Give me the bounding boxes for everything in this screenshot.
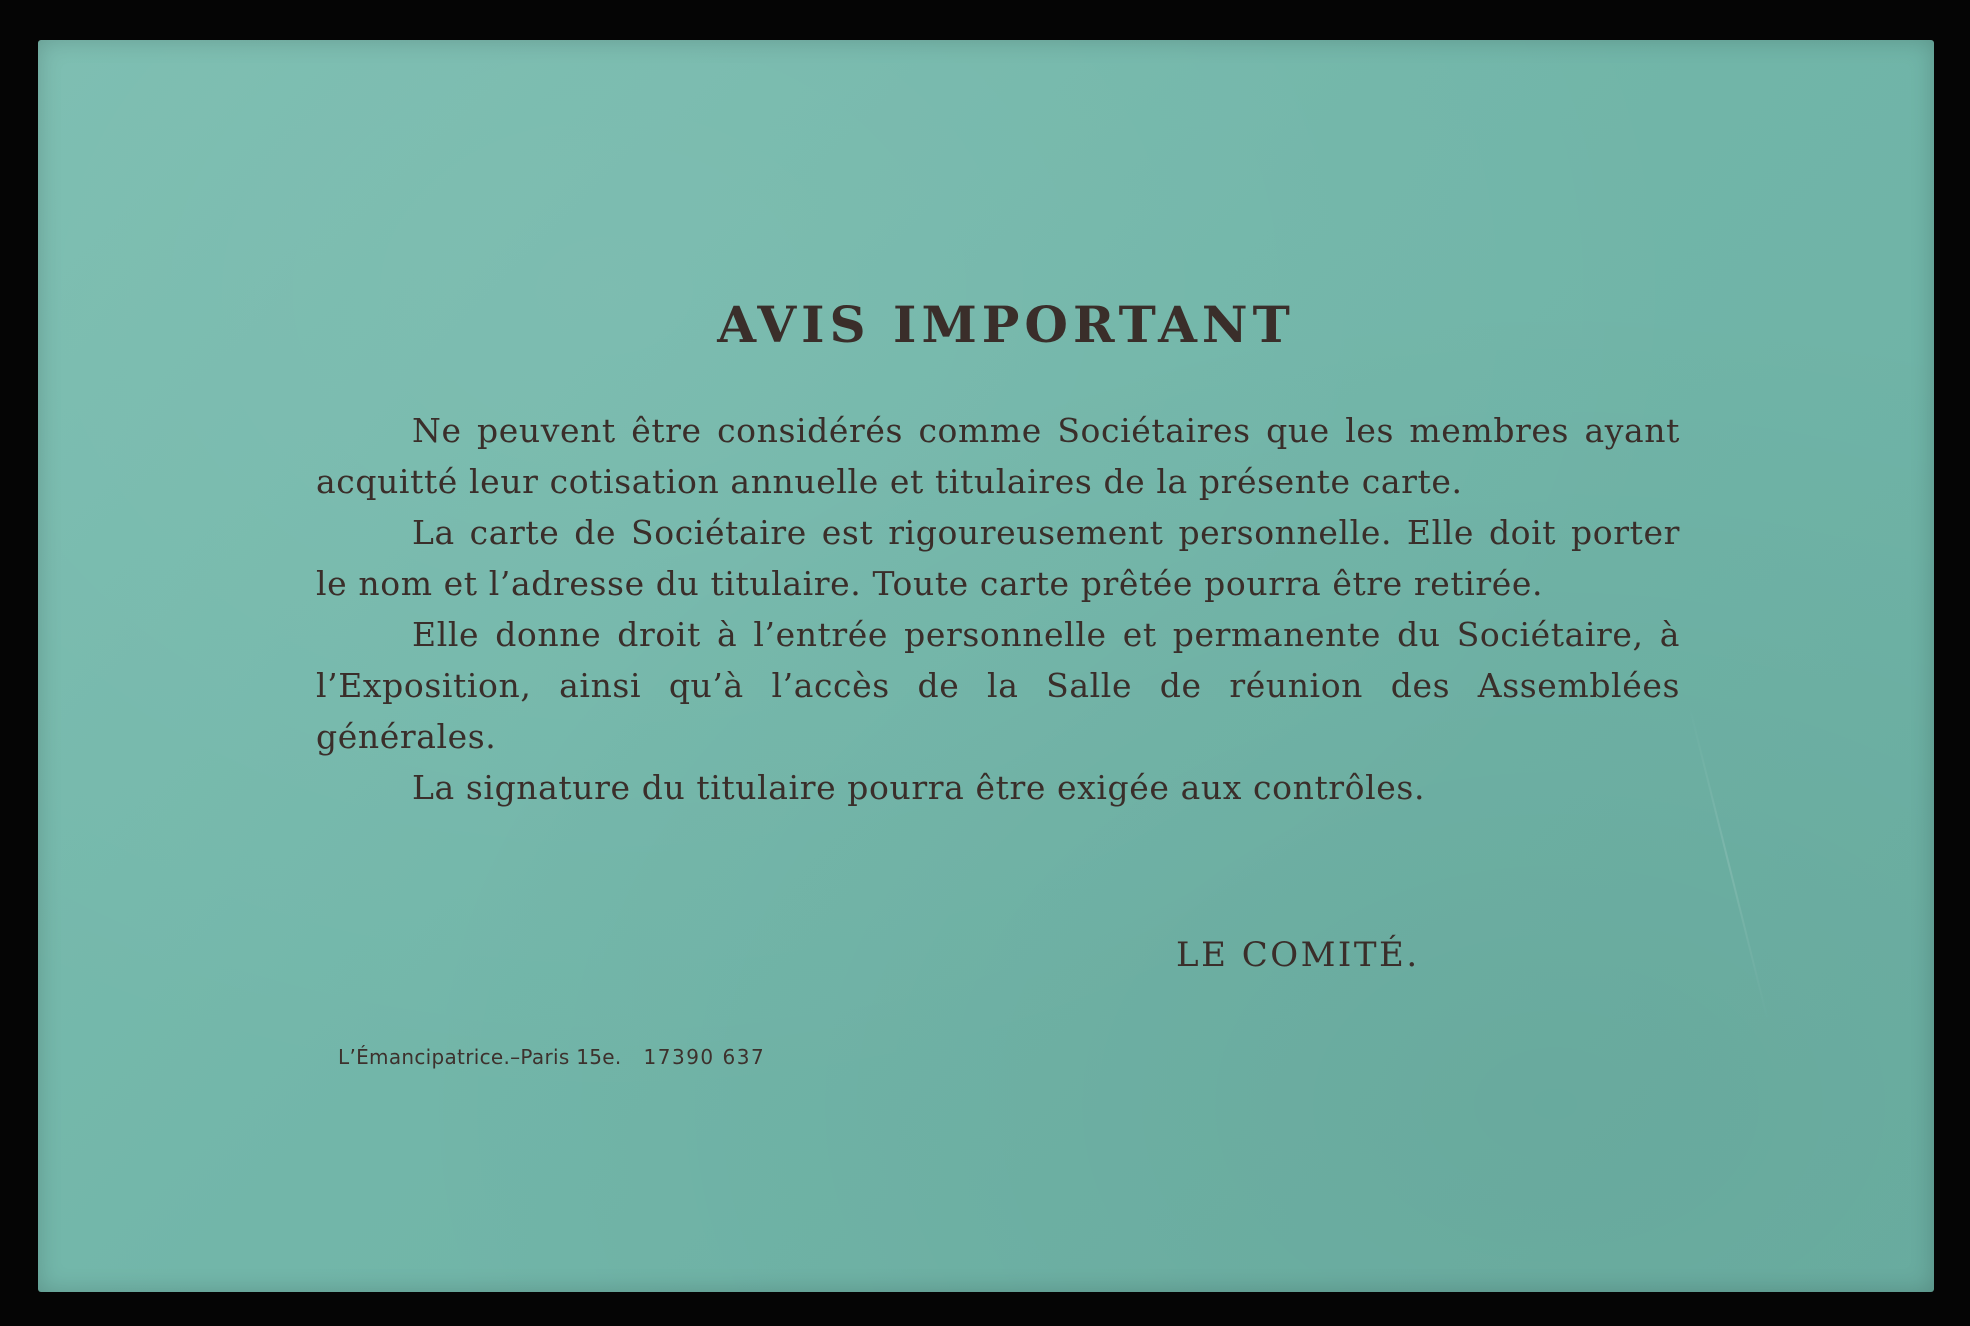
notice-paragraph: Ne peuvent être considérés comme Sociétaires que les membres ayant acquitté leur cotisation annuelle et titulaires de la présente carte. xyxy=(316,411,1680,501)
print-number: 17390 637 xyxy=(643,1045,766,1069)
notice-paragraph: Elle donne droit à l’entrée personnelle et permanente du Sociétaire, à l’Exposition, ainsi qu’à l’accès de la Salle de réunion des Assemblées générales. xyxy=(316,615,1680,756)
paper-crease xyxy=(1688,705,1770,1026)
notice-body xyxy=(316,405,1680,813)
notice-title: AVIS IMPORTANT xyxy=(717,295,1295,354)
committee-signoff: LE COMITÉ. xyxy=(1176,935,1420,975)
printer-imprint xyxy=(338,1045,765,1069)
membership-card-back xyxy=(38,40,1934,1292)
notice-paragraph: La carte de Sociétaire est rigoureusement personnelle. Elle doit porter le nom et l’adresse du titulaire. Toute carte prêtée pourra être retirée. xyxy=(316,513,1680,603)
printer-name: L’Émancipatrice.–Paris 15e. xyxy=(338,1045,622,1069)
notice-paragraph: La signature du titulaire pourra être exigée aux contrôles. xyxy=(412,768,1426,807)
